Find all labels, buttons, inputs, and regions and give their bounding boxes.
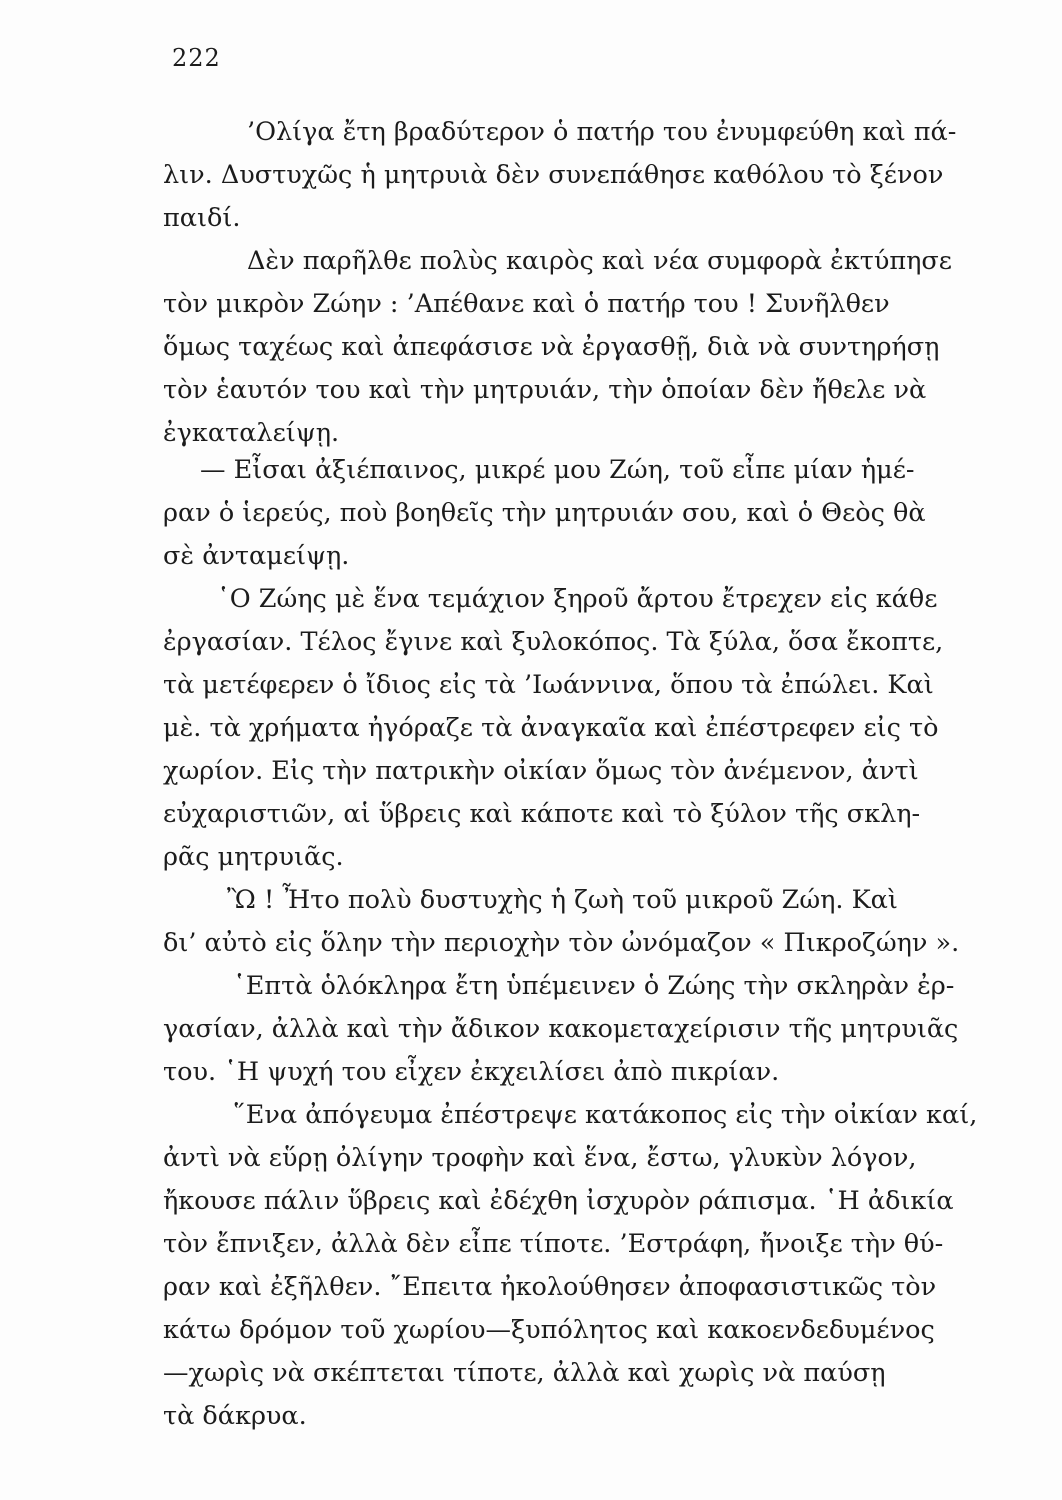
text-line: τὰ μετέφερεν ὁ ἴδιος εἰς τὰ ’Ιωάννινα, ὅπου τὰ ἐπώλει. Καὶ [163,670,934,700]
text-line: ἐγκαταλείψῃ. [163,418,340,448]
text-line: ἤκουσε πάλιν ὕβρεις καὶ ἐδέχθη ἰσχυρὸν ράπισμα. ῾Η ἀδικία [163,1186,954,1216]
text-line: του. ῾Η ψυχή του εἶχεν ἐκχειλίσει ἀπὸ πικρίαν. [163,1057,780,1087]
text-line: παιδί. [163,203,241,233]
text-line: κάτω δρόμον τοῦ χωρίου—ξυπόλητος καὶ κακοενδεδυμένος [163,1315,935,1345]
text-line: εὐχαριστιῶν, αἱ ὕβρεις καὶ κάποτε καὶ τὸ ξύλον τῆς σκλη- [163,799,921,829]
text-line: λιν. Δυστυχῶς ἡ μητρυιὰ δὲν συνεπάθησε καθόλου τὸ ξένον [163,160,944,190]
text-line: ἀντὶ νὰ εὕρῃ ὀλίγην τροφὴν καὶ ἕνα, ἔστω, γλυκὺν λόγον, [163,1143,917,1173]
text-line: χωρίον. Εἰς τὴν πατρικὴν οἰκίαν ὅμως τὸν ἀνέμενον, ἀντὶ [163,756,919,786]
text-line: ραν ὁ ἱερεύς, ποὺ βοηθεῖς τὴν μητρυιάν σου, καὶ ὁ Θεὸς θὰ [163,498,926,528]
text-line: —χωρὶς νὰ σκέπτεται τίποτε, ἀλλὰ καὶ χωρὶς νὰ παύσῃ [163,1358,886,1388]
text-line: ῞Ενα ἀπόγευμα ἐπέστρεψε κατάκοπος εἰς τὴν οἰκίαν καί, [233,1100,978,1130]
text-line: ῾Ο Ζώης μὲ ἕνα τεμάχιον ξηροῦ ἄρτου ἔτρεχεν εἰς κάθε [217,584,938,614]
text-line: ’Ολίγα ἔτη βραδύτερον ὁ πατήρ του ἐνυμφεύθη καὶ πά- [247,117,957,147]
text-line: ρᾶς μητρυιᾶς. [163,842,344,872]
text-line: δι’ αὐτὸ εἰς ὅλην τὴν περιοχὴν τὸν ὠνόμαζον « Πικροζώην ». [163,928,960,958]
text-line: τὸν μικρὸν Ζώην : ’Απέθανε καὶ ὁ πατήρ του ! Συνῆλθεν [163,289,890,319]
text-line: τὸν ἑαυτόν του καὶ τὴν μητρυιάν, τὴν ὁποίαν δὲν ἤθελε νὰ [163,375,927,405]
text-line: τὸν ἔπνιξεν, ἀλλὰ δὲν εἶπε τίποτε. ’Εστράφη, ἤνοιξε τὴν θύ- [163,1229,944,1259]
text-line: μὲ. τὰ χρήματα ἠγόραζε τὰ ἀναγκαῖα καὶ ἐπέστρεφεν εἰς τὸ [163,713,939,743]
text-line: Ὢ ! Ἦτο πολὺ δυστυχὴς ἡ ζωὴ τοῦ μικροῦ Ζώη. Καὶ [227,885,898,915]
page-number: 222 [172,44,221,72]
text-line: Δὲν παρῆλθε πολὺς καιρὸς καὶ νέα συμφορὰ ἐκτύπησε [247,246,953,276]
text-line: σὲ ἀνταμείψῃ. [163,541,350,571]
text-line: ῾Επτὰ ὁλόκληρα ἔτη ὑπέμεινεν ὁ Ζώης τὴν σκληρὰν ἐρ- [233,971,955,1001]
text-line: ὅμως ταχέως καὶ ἀπεφάσισε νὰ ἐργασθῇ, διὰ νὰ συντηρήσῃ [163,332,940,362]
text-line: ἐργασίαν. Τέλος ἔγινε καὶ ξυλοκόπος. Τὰ ξύλα, ὅσα ἔκοπτε, [163,627,944,657]
text-line: τὰ δάκρυα. [163,1401,307,1431]
text-line: ραν καὶ ἐξῆλθεν. ῎Επειτα ἠκολούθησεν ἀποφασιστικῶς τὸν [163,1272,937,1302]
text-line: γασίαν, ἀλλὰ καὶ τὴν ἄδικον κακομεταχείρισιν τῆς μητρυιᾶς [163,1014,959,1044]
text-line: — Εἶσαι ἀξιέπαινος, μικρέ μου Ζώη, τοῦ εἶπε μίαν ἡμέ- [200,455,915,485]
